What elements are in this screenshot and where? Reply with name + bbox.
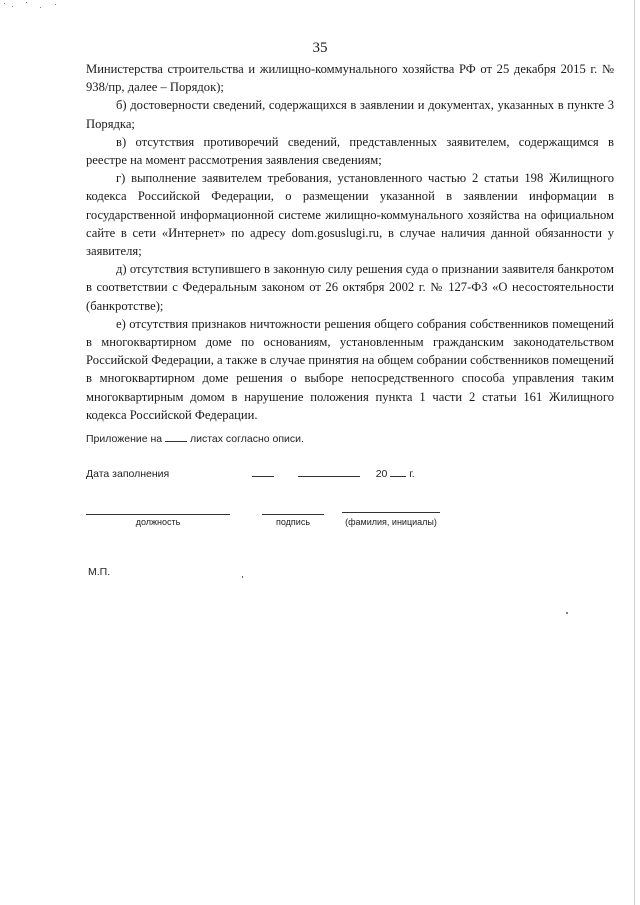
paragraph-d: д) отсутствия вступившего в законную силу решения суда о признании заявителя банкротом в соответствии с Федеральным законом от 26 октября 2002 г. № 127-ФЗ «О несостоятельности (банкротстве); [86, 262, 614, 313]
name-caption: (фамилия, инициалы) [345, 517, 437, 527]
paragraph-g: г) выполнение заявителем требования, установленного частью 2 статьи 198 Жилищного кодекса Российской Федерации, о размещении указанной в заявлении информации в государственной информационной системе жилищно-коммунального хозяйства на официальном сайте в сети «Интернет» по адресу dom.gosuslugi.ru, в случае наличия данной обязанности у заявителя; [86, 171, 614, 259]
year-blank [390, 466, 406, 477]
name-line [342, 512, 440, 513]
attachment-line [86, 431, 304, 445]
paragraph-v: в) отсутствия противоречий сведений, представленных заявителем, содержащимся в реестре на момент рассмотрения заявления сведениям; [86, 134, 614, 168]
paragraph-b: б) достоверности сведений, содержащихся в заявлении и документах, указанных в пункте 3 Порядка; [86, 98, 614, 131]
scan-edge [634, 0, 635, 905]
paragraph-intro: Министерства строительства и жилищно-коммунального хозяйства РФ от 25 декабря 2015 г. № 938/пр, далее – Порядок); [86, 62, 614, 95]
position-caption: должность [135, 517, 181, 527]
document-body [86, 60, 614, 424]
year-prefix: 20 [375, 468, 388, 480]
signature-line [262, 514, 324, 515]
signature-caption: подпись [275, 517, 311, 527]
attachment-prefix: Приложение на [86, 433, 163, 445]
day-blank [252, 466, 274, 477]
paragraph-e: е) отсутствия признаков ничтожности решения общего собрания собственников помещений в многоквартирном доме по основаниям, установленным гражданским законодательством Российской Федерации, а также в случае принятия на общем собрании собственников помещений в многоквартирном доме решения о выборе непосредственного способа управления таким многоквартирным домом в нарушение положения пункта 1 части 2 статьи 161 Жилищного кодекса Российской Федерации. [86, 316, 614, 422]
position-line [86, 514, 230, 515]
fill-date-fields [252, 466, 415, 480]
year-suffix: г. [409, 468, 415, 480]
fill-date-label: Дата заполнения [86, 468, 170, 480]
month-blank [298, 466, 360, 477]
page-number: 35 [312, 40, 328, 56]
scan-speck [566, 612, 568, 614]
attachment-suffix: листах согласно описи. [189, 433, 304, 445]
attachment-count-blank [165, 431, 187, 442]
stamp-place: М.П. [88, 566, 111, 578]
scan-noise [0, 0, 70, 14]
scan-speck [242, 576, 243, 578]
